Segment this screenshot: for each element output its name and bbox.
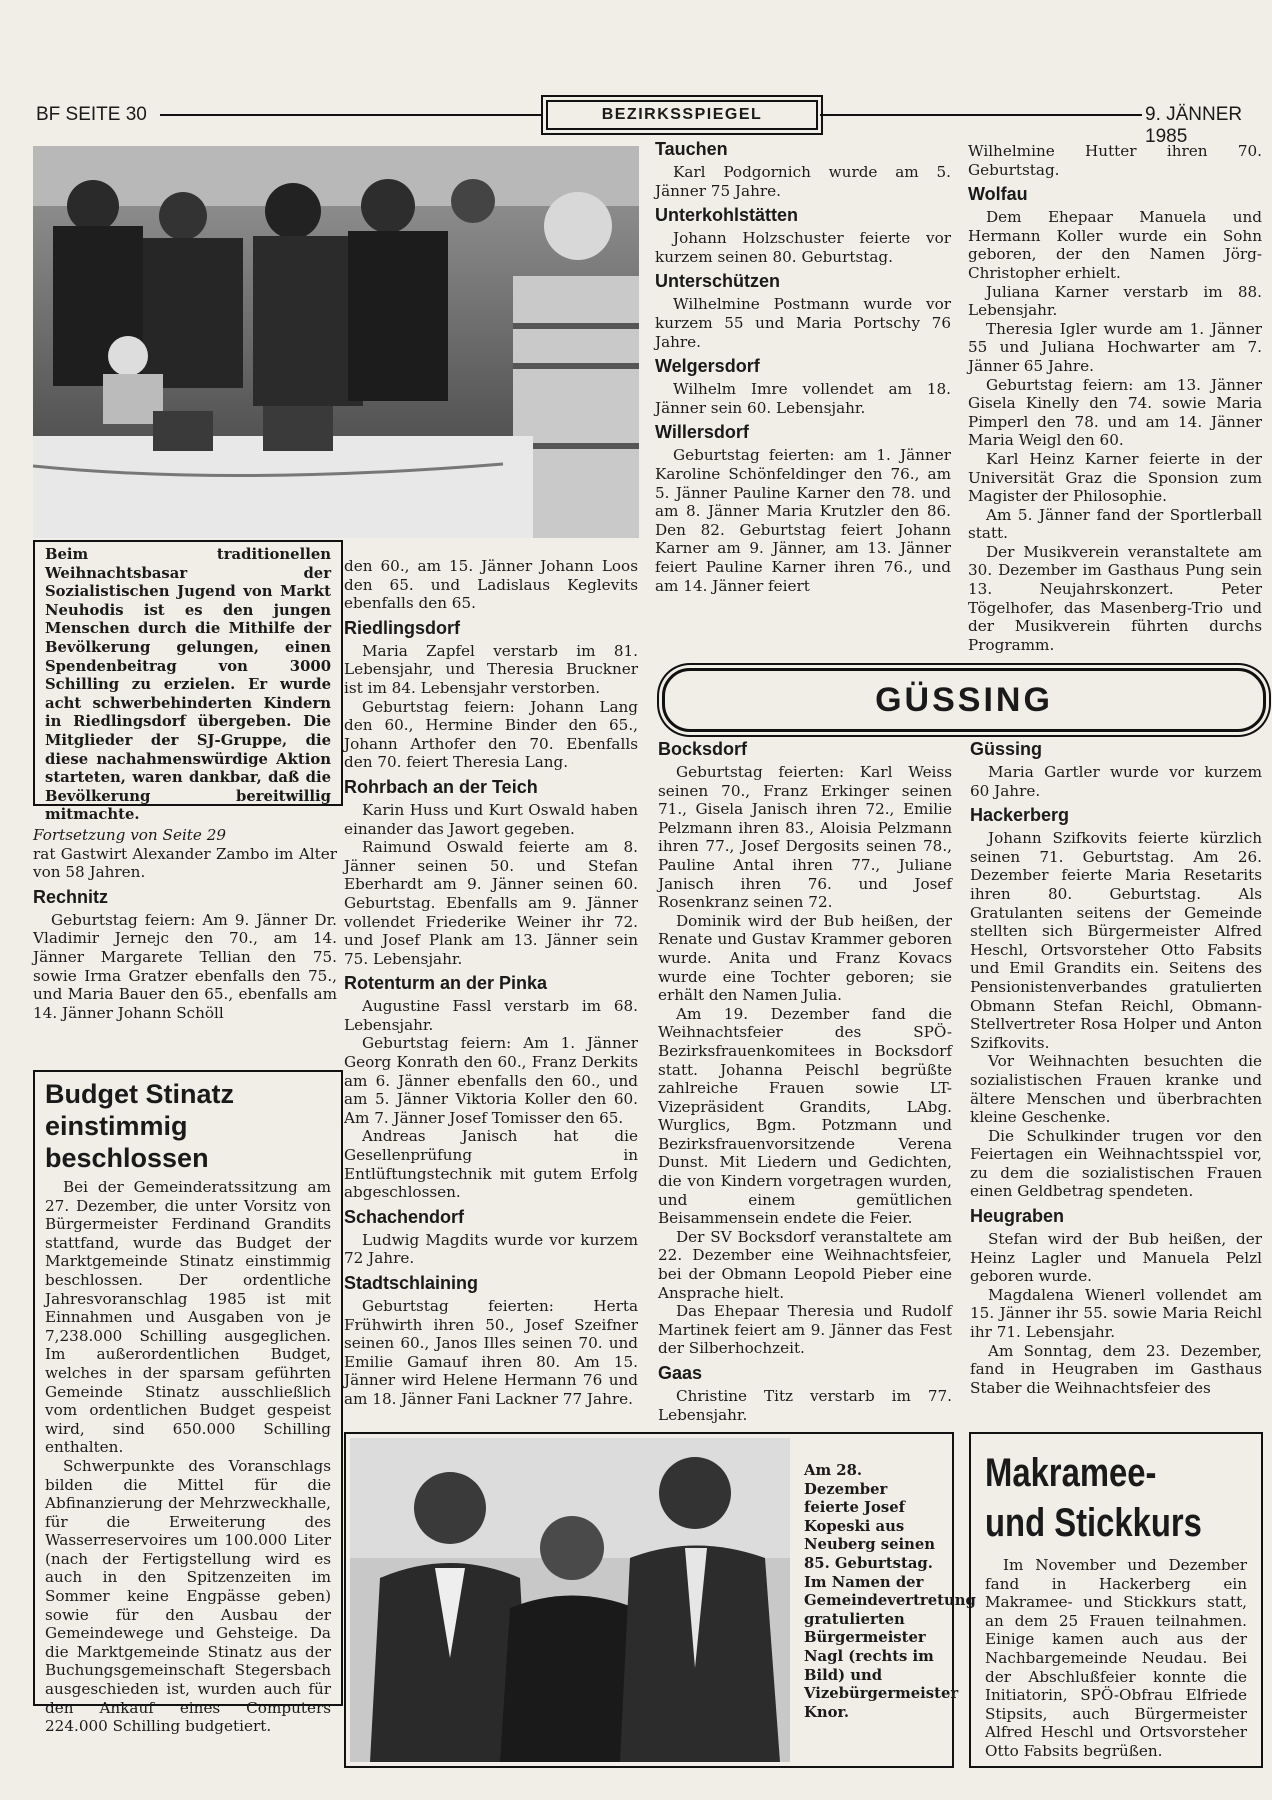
header-section-box [546, 100, 818, 130]
heading-guessing: Güssing [970, 739, 1043, 759]
birthday-caption: Am 28. Dezember feierte Josef Kopeski aus Neuberg seinen 85. Geburtstag. Im Namen der Gemeindevertretung gratulierten Bürgermeister Nagl (rechts im Bild) und Vizebürgermeister Knor. [804, 1462, 976, 1721]
col2-top: den 60., am 15. Jänner Johann Loos den 65. und Ladislaus Keglevits ebenfalls den 65. [344, 557, 638, 613]
col2-text [344, 557, 638, 1409]
hackerberg-p2: Vor Weihnachten besuchten die sozialistischen Frauen kranke und ältere Menschen und überbrachten kleine Geschenke. [970, 1052, 1262, 1127]
makramee-title [985, 1448, 1202, 1548]
rotenturm-p2: Geburtstag feiern: Am 1. Jänner Georg Konrath den 60., Franz Derkits am 6. Jänner ebenfalls den 60., und am 5. Jänner Viktoria Koller den 60. Am 7. Jänner Josef Tomisser den 65. [344, 1034, 638, 1127]
col4-bottom-text [970, 738, 1262, 1397]
makramee-body [985, 1556, 1247, 1761]
bocksdorf-p4: Der SV Bocksdorf veranstaltete am 22. Dezember eine Weihnachtsfeier, bei der Obmann Leopold Pieber eine Ansprache hielt. [658, 1227, 952, 1302]
heading-tauchen: Tauchen [655, 139, 728, 159]
continued-text: rat Gastwirt Alexander Zambo im Alter von 58 Jahren. [33, 844, 337, 882]
heading-hackerberg: Hackerberg [970, 805, 1070, 826]
stadtschlaining-p1: Geburtstag feierten: Herta Frühwirth ihren 50., Josef Szeifner seinen 60., Janos Illes seinen 70. und Emilie Gamauf ihren 80. Am 15. Jänner wird Helene Hermann 76 und am 18. Jänner Fani Lackner 77 Jahre. [344, 1297, 638, 1408]
heading-schachendorf: Schachendorf [344, 1206, 465, 1227]
unterkohlstaetten-p: Johann Holzschuster feierte vor kurzem seinen 80. Geburtstag. [655, 229, 951, 266]
hackerberg-p3: Die Schulkinder trugen vor den Feiertagen ein Weihnachtsspiel vor, zu dem die sozialistischen Frauen einen Geldbetrag spendeten. [970, 1126, 1262, 1201]
wolfau-p7: Der Musikverein veranstaltete am 30. Dezember im Gasthaus Pung sein 13. Neujahrskonzert. Peter Tögelhofer, das Masenberg-Trio und der Musikverein führten durchs Programm. [968, 542, 1262, 654]
budget-p1: Bei der Gemeinderatssitzung am 27. Dezember, die unter Vorsitz von Bürgermeister Ferdinand Grandits stattfand, wurde das Budget der Marktgemeinde Stinatz einstimmig beschlossen. Der ordentliche Jahresvoranschlag 1985 ist mit Einnahmen und Ausgaben von je 7,238.000 Schilling ausgeglichen. Im außerordentlichen Budget, welches in der sparsam geführten Gemeinde Stinatz ausschließlich vom ordentlichen Budget gespeist wird, sind 650.000 Schilling enthalten. [45, 1178, 331, 1457]
tauchen-p: Karl Podgornich wurde am 5. Jänner 75 Jahre. [655, 163, 951, 200]
page-header [30, 100, 1272, 147]
budget-p2: Schwerpunkte des Voranschlags bilden die Mittel für die Abfinanzierung der Mehrzweckhalle, für die Erweiterung des Wasserreservoires um 100.000 Liter (nach der Fertigstellung wird es auch in den Spitzenzeiten im Sommer keine Engpässe geben) sowie für den Ausbau der Gemeindewege und Gehsteige. Da die Marktgemeinde Stinatz aus der Buchungsgemeinschaft Stegersbach ausgeschieden ist, wurden auch für den Ankauf eines Computers 224.000 Schilling budgetiert. [45, 1456, 331, 1736]
wolfau-p5: Karl Heinz Karner feierte in der Universität Graz die Sponsion zum Magister der Philosophie. [968, 449, 1262, 506]
col4-top-text [968, 142, 1262, 654]
header-left: BF SEITE 30 [36, 104, 147, 125]
rotenturm-p1: Augustine Fassl verstarb im 68. Lebensjahr. [344, 997, 638, 1034]
guessing-banner-title: GÜSSING [875, 681, 1053, 719]
heading-rechnitz: Rechnitz [33, 886, 109, 907]
heugraben-p3: Am Sonntag, dem 23. Dezember, fand in Heugraben im Gasthaus Staber die Weihnachtsfeier des [970, 1341, 1262, 1397]
riedlingsdorf-p1: Maria Zapfel verstarb im 81. Lebensjahr, und Theresia Bruckner ist im 84. Lebensjahr verstorben. [344, 641, 638, 697]
col4-top: Wilhelmine Hutter ihren 70. Geburtstag. [968, 142, 1262, 179]
col3-bottom-text [658, 738, 952, 1424]
heading-riedlingsdorf: Riedlingsdorf [344, 617, 460, 638]
makramee-title-line1: Makramee- [985, 1451, 1157, 1495]
heading-bocksdorf: Bocksdorf [658, 739, 748, 759]
heading-welgersdorf: Welgersdorf [655, 356, 760, 377]
birthday-photo [350, 1438, 790, 1762]
guessing-p: Maria Gartler wurde vor kurzem 60 Jahre. [970, 763, 1262, 800]
heading-gaas: Gaas [658, 1363, 703, 1383]
col3-top-text [655, 138, 951, 595]
budget-title-line2: einstimmig [45, 1111, 188, 1141]
budget-stinatz-box [33, 1070, 343, 1736]
makramee-box [969, 1432, 1263, 1768]
heading-unterschuetzen: Unterschützen [655, 271, 781, 292]
welgersdorf-p: Wilhelm Imre vollendet am 18. Jänner sein 60. Lebensjahr. [655, 380, 951, 417]
heading-willersdorf: Willersdorf [655, 422, 749, 443]
heading-unterkohlstaetten: Unterkohlstätten [655, 205, 799, 226]
bocksdorf-p5: Das Ehepaar Theresia und Rudolf Martinek feiert am 9. Jänner das Fest der Silberhochzeit. [658, 1302, 952, 1358]
rechnitz-text: Geburtstag feiern: Am 9. Jänner Dr. Vladimir Jernejc den 70., am 14. Jänner Margarete Tellian den 75. sowie Irma Gratzer ebenfalls den 75., und Maria Bauer den 65., ebenfalls am 14. Jänner Johann Schöll [33, 910, 337, 1022]
rohrbach-p2: Raimund Oswald feierte am 8. Jänner seinen 50. und Stefan Eberhardt am 9. Jänner seinen 60. Geburtstag. Ebenfalls am 9. Jänner vollendet Friederike Weiner ihr 72. und Josef Plank am 13. Jänner sein 75. Lebensjahr. [344, 838, 638, 968]
header-right: 9. JÄNNER 1985 [1145, 104, 1243, 147]
bazaar-photo [33, 146, 639, 538]
wolfau-p1: Dem Ehepaar Manuela und Hermann Koller wurde ein Sohn geboren, der den Namen Jörg-Christopher erhielt. [968, 208, 1262, 282]
gaas-p: Christine Titz verstarb im 77. Lebensjahr. [658, 1387, 952, 1424]
bocksdorf-p3: Am 19. Dezember fand die Weihnachtsfeier des SPÖ-Bezirksfrauenkomitees in Bocksdorf statt. Johanna Peischl begrüßte zahlreiche Frauen sowie LT-Vizepräsident Grandits, LAbg. Wurglics, Bgm. Potzmann und Bezirksfrauenvorsitzende Verena Dunst. Mit Liedern und Gedichten, die von Kindern vorgetragen wurden, und einem gemütlichen Beisammensein endete die Feier. [658, 1004, 952, 1228]
heading-stadtschlaining: Stadtschlaining [344, 1273, 479, 1293]
guessing-banner [662, 668, 1266, 732]
header-center: BEZIRKSSPIEGEL [601, 106, 763, 123]
makramee-p: Im November und Dezember fand in Hackerberg ein Makramee- und Stickkurs statt, an dem 25 Frauen teilnahmen. Einige kamen auch aus der Nachbargemeinde Neudau. Bei der Abschlußfeier konnte die Initiatorin, SPÖ-Obfrau Elfriede Stipsits, auch Bürgermeister Alfred Heschl und Ortsvorsteher Otto Fabsits begrüßen. [985, 1556, 1247, 1760]
budget-title-line3: beschlossen [45, 1143, 209, 1173]
heading-wolfau: Wolfau [968, 184, 1028, 205]
birthday-photo-image [350, 1438, 790, 1762]
heugraben-p2: Magdalena Wienerl vollendet am 15. Jänner ihr 55. sowie Maria Reichl ihr 71. Lebensjahr. [970, 1285, 1262, 1342]
bazaar-caption: Beim traditionellen Weihnachtsbasar der Sozialistischen Jugend von Markt Neuhodis ist es den jungen Menschen durch die Mithilfe der Bevölkerung gelungen, einen Spendenbeitrag von 3000 Schilling zu erzielen. Er wurde acht schwerbehinderten Kindern in Riedlingsdorf übergeben. Die Mitglieder der SJ-Gruppe, die diese nachahmenswürdige Aktion starteten, waren dankbar, daß die Bevölkerung bereitwillig mitmachte. [45, 546, 331, 824]
willersdorf-p: Geburtstag feierten: am 1. Jänner Karoline Schönfeldinger den 76., am 5. Jänner Pauline Karner den 78. und am 8. Jänner Maria Krutzler den 86. Den 82. Geburtstag feiert Johann Karner am 9. Jänner, am 13. Jänner feiert Pauline Karner ihren 76., und am 14. Jänner feiert [655, 446, 951, 595]
riedlingsdorf-p2: Geburtstag feiern: Johann Lang den 60., Hermine Binder den 65., Johann Arthofer den 70. Ebenfalls den 70. feiert Theresia Lang. [344, 697, 638, 772]
col1-text [33, 826, 337, 1022]
heading-heugraben: Heugraben [970, 1206, 1065, 1227]
heading-rohrbach: Rohrbach an der Teich [344, 776, 538, 797]
rohrbach-p1: Karin Huss und Kurt Oswald haben einander das Jawort gegeben. [344, 800, 638, 838]
bazaar-caption-box [33, 540, 343, 824]
wolfau-p4: Geburtstag feiern: am 13. Jänner Gisela Kinelly den 74. sowie Maria Pimperl den 78. und am 14. Jänner Maria Weigl den 60. [968, 375, 1262, 450]
bazaar-photo-image [33, 146, 639, 538]
birthday-photo-box [344, 1432, 976, 1768]
header-rule-right [820, 114, 1142, 116]
budget-title [45, 1078, 234, 1174]
header-rule-left [160, 114, 546, 116]
schachendorf-p1: Ludwig Magdits wurde vor kurzem 72 Jahre. [344, 1230, 638, 1268]
heading-rotenturm: Rotenturm an der Pinka [344, 973, 548, 994]
makramee-title-line2: und Stickkurs [985, 1501, 1202, 1545]
continued-note: Fortsetzung von Seite 29 [33, 826, 227, 844]
bocksdorf-p2: Dominik wird der Bub heißen, der Renate und Gustav Krammer geboren wurde. Anita und Franz Kovacs wurde eine Tochter geboren; sie erhält den Namen Julia. [658, 911, 952, 1005]
hackerberg-p1: Johann Szifkovits feierte kürzlich seinen 71. Geburtstag. Am 26. Dezember feierte Maria Resetarits ihren 80. Geburtstag. Als Gratulanten seitens der Gemeinde stellten sich Bürgermeister Alfred Heschl, Ortsvorsteher Otto Fabsits und Emil Grandits ein. Seitens des Pensionistenverbandes gratulierten Obmann Stefan Reichl, Obmann-Stellvertreter Rosa Holper und Anton Szifkovits. [970, 829, 1262, 1052]
rotenturm-p3: Andreas Janisch hat die Gesellenprüfung in Entlüftungstechnik mit gutem Erfolg abgeschlossen. [344, 1127, 638, 1202]
wolfau-p6: Am 5. Jänner fand der Sportlerball statt. [968, 505, 1262, 543]
unterschuetzen-p: Wilhelmine Postmann wurde vor kurzem 55 und Maria Portschy 76 Jahre. [655, 295, 951, 351]
wolfau-p2: Juliana Karner verstarb im 88. Lebensjahr. [968, 282, 1262, 320]
heugraben-p1: Stefan wird der Bub heißen, der Heinz Lagler und Manuela Pelzl geboren wurde. [970, 1230, 1262, 1286]
budget-body [45, 1178, 331, 1736]
bocksdorf-p1: Geburtstag feierten: Karl Weiss seinen 70., Franz Erkinger seinen 71., Gisela Janisch ihren 72., Emilie Pelzmann ihren 83., Aloisia Pelzmann ihren 77., Josef Dergosits seinen 78., Pauline Antal ihren 77., Juliane Janisch ihren 76. und Josef Rosenkranz seinen 72. [658, 763, 952, 912]
wolfau-p3: Theresia Igler wurde am 1. Jänner 55 und Juliana Hochwarter am 7. Jänner 65 Jahre. [968, 319, 1262, 375]
budget-title-line1: Budget Stinatz [45, 1079, 234, 1109]
